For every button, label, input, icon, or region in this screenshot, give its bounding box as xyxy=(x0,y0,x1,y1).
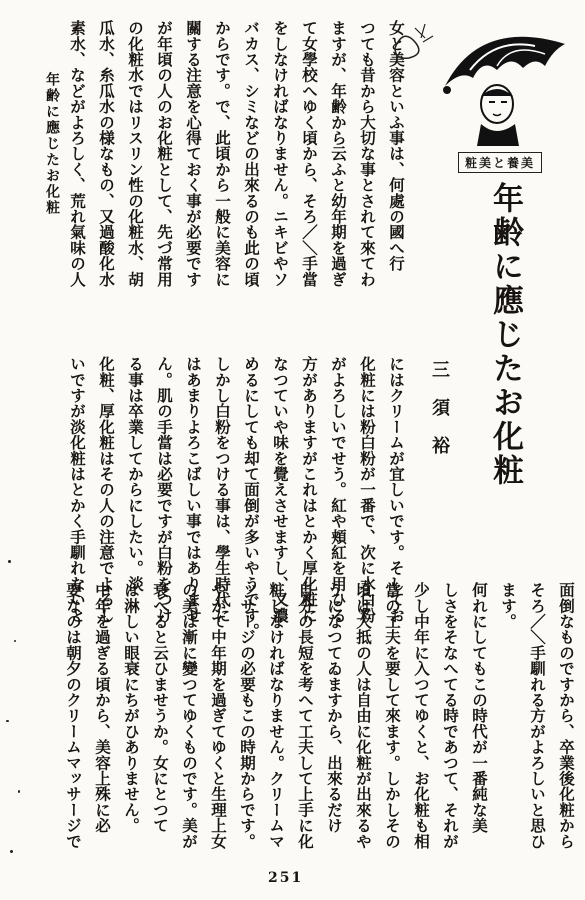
text-column-line: 瓜水、糸瓜水の様なもの、又過酸化水 xyxy=(97,20,116,287)
text-column-line: ます。 xyxy=(499,582,518,630)
running-header: 年齢に應じたお化粧 xyxy=(44,72,60,216)
section-badge: 粧美と養美 xyxy=(458,152,542,173)
text-column-line: の美は漸に變つてゆくものです。美が xyxy=(180,582,199,849)
umbrella-art-icon xyxy=(385,8,580,158)
article-title: 年齢に應じたお化粧 xyxy=(487,182,523,488)
text-column-line: 關する注意を心得ておく事が必要です xyxy=(184,20,203,287)
text-column-line: がよろしいでせう。紅や頬紅を用ひる xyxy=(329,356,348,623)
text-column-line: 女と美容といふ事は、何處の國へ行 xyxy=(387,20,406,272)
text-column-line: をしなければなりません。ニキビやソ xyxy=(271,20,290,287)
text-column-line: 方がありますがこれはとかく厚化粧に xyxy=(300,356,319,623)
text-column-line: 中年を過ぎる頃から、美容上殊に必 xyxy=(93,582,112,834)
text-column-line: バカス、シミなどの出來るのも此の頃 xyxy=(242,20,261,287)
text-column-line: 化粧には粉白粉が一番で、次に水白粉 xyxy=(358,356,377,623)
text-column-line: そろ／＼手馴れる方がよろしいと思ひ xyxy=(528,582,547,849)
text-column-line: 何れにしてもこの時代が一番純な美 xyxy=(470,582,489,834)
text-column-line: 素水、などがよろしく、荒れ氣味の人 xyxy=(68,20,87,287)
text-column-line: 少し中年に入つてゆくと、お化粧も相 xyxy=(412,582,431,849)
text-column-line: ッサージの必要もこの時期からです。 xyxy=(238,582,257,849)
author-name: 三須裕 xyxy=(429,360,450,474)
text-column-line: にはクリームが宜しいです。そしてお xyxy=(387,356,406,623)
text-column-line: る事は卒業してからにしたい。淡 xyxy=(126,356,145,592)
page-number: 251 xyxy=(268,870,304,886)
text-column-line: 粧しなければなりません。クリームマ xyxy=(267,582,286,849)
scan-speck xyxy=(8,560,11,563)
text-column-line: つても昔から大切な事とされて來てわ xyxy=(358,20,377,287)
text-column-line: やがて中年期を過ぎてゆくと生理上女 xyxy=(209,582,228,849)
text-column-line: 當の工夫を要して來ます。しかしその xyxy=(383,582,402,849)
text-column-line: しさをそなへてる時であつて、それが xyxy=(441,582,460,849)
text-column-line: うになつてゐますから、出來るだけ xyxy=(325,582,344,834)
text-column-line: ますが、年齢から云ふと幼年期を過ぎ xyxy=(329,20,348,287)
scan-speck xyxy=(14,640,16,642)
text-column-line: 頃は大抵の人は自由に化粧が出來るや xyxy=(354,582,373,849)
text-column-line: めるにしても却て面倒が多いやうです。 xyxy=(242,356,261,639)
lower-body-block xyxy=(66,582,581,857)
text-column-line: 要なのは朝夕のクリームマッサージで xyxy=(64,582,83,849)
upper-body-block xyxy=(66,20,411,338)
scan-speck xyxy=(18,790,20,793)
text-column-line: からです。で、此頃から一般に美容に xyxy=(213,20,232,287)
text-column-line: 衰へると云ひませうか。女にとつて xyxy=(151,582,170,834)
text-column-line: はあまりよろこばしい事ではありませ xyxy=(184,356,203,623)
text-column-line: の化粧水ではリスリン性の化粧水、胡 xyxy=(126,20,145,287)
text-column-line: が年頃の人のお化粧として、先づ常用 xyxy=(155,20,174,287)
text-column-line: 自分の長短を考へて工夫して上手に化 xyxy=(296,582,315,849)
middle-body-block xyxy=(66,356,411,639)
text-column-line: は淋しい眼衰にちがひありません。 xyxy=(122,582,141,834)
text-column-line: いですが淡化粧はとかく手馴れないと xyxy=(68,356,87,623)
scan-speck xyxy=(10,850,13,853)
text-column-line: なつていや味を覺えさせますし、又濃 xyxy=(271,356,290,623)
text-column-line: しかし白粉をつける事は、學生時代に xyxy=(213,356,232,623)
text-column-line: ん。肌の手當は必要ですが白粉をつけ xyxy=(155,356,174,623)
text-column-line: て女學校へゆく頃から、そろ／＼手當 xyxy=(300,20,319,287)
text-column-line: 化粧、厚化粧はその人の注意でよろし xyxy=(97,356,116,623)
text-column-line: 面倒なものですから、卒業後化粧から xyxy=(557,582,576,849)
woman-with-umbrella-illustration xyxy=(385,8,580,158)
scan-speck xyxy=(6,720,9,722)
